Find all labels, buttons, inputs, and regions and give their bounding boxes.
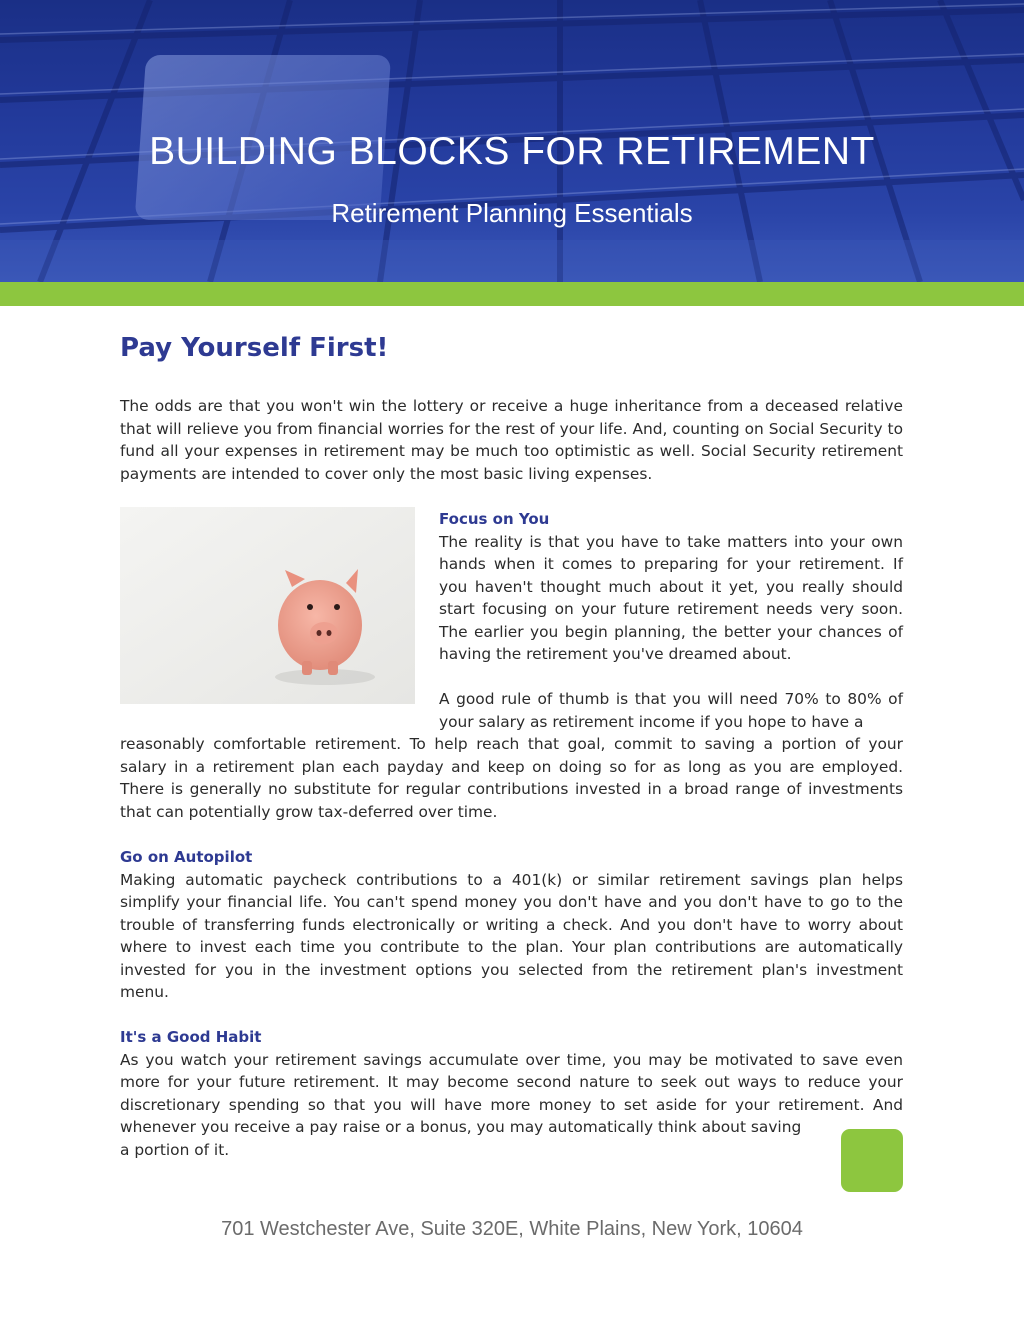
article-heading: Pay Yourself First! [120, 333, 389, 363]
good-habit-section [120, 1026, 903, 1139]
autopilot-heading: Go on Autopilot [120, 848, 253, 866]
autopilot-text: Making automatic paycheck contributions to a 401(k) or similar retirement savings plan helps simplify your financial life. You can't spend money you don't have and you don't have to go to the trouble of transferring funds electronically or writing a check. And you don't have to worry about where to invest each time you contribute to the plan. Your plan contributions are automatically invested for you in the investment options you selected from the retirement plan's investment menu. [120, 870, 903, 1001]
piggy-bank-image [120, 507, 415, 704]
rule-of-thumb-intro: A good rule of thumb is that you will need 70% to 80% of your salary as retirement income if you hope to have a [439, 690, 903, 731]
rule-of-thumb-text: reasonably comfortable retirement. To help reach that goal, commit to saving a portion of your salary in a retirement plan each payday and keep on doing so for as long as you are employed. There is generally no substitute for regular contributions invested in a broad range of investments that can potentially grow tax-deferred over time. [120, 735, 903, 821]
focus-on-you-text: The reality is that you have to take matters into your own hands when it comes to preparing for your retirement. If you haven't thought much about it yet, you really should start focusing on your future retirement needs very soon. The earlier you begin planning, the better your chances of having the retirement you've dreamed about. [439, 532, 903, 663]
autopilot-section [120, 846, 903, 1004]
good-habit-last-line: a portion of it. [120, 1141, 230, 1159]
green-divider-bar [0, 282, 1024, 306]
banner-title: BUILDING BLOCKS FOR RETIREMENT [149, 130, 875, 173]
good-habit-text: As you watch your retirement savings accumulate over time, you may be motivated to save even more for your future retirement. It may become second nature to seek out ways to reduce your discretionary spending so that you will have more money to set aside for your retirement. And whenever you receive a pay raise or a bonus, you may automatically think about saving [120, 1050, 903, 1136]
focus-on-you-heading: Focus on You [439, 510, 550, 528]
good-habit-heading: It's a Good Habit [120, 1028, 262, 1046]
decorative-green-square [841, 1129, 903, 1192]
banner-subtitle: Retirement Planning Essentials [331, 198, 693, 228]
header-banner [0, 0, 1024, 282]
footer-address: 701 Westchester Ave, Suite 320E, White Plains, New York, 10604 [221, 1218, 803, 1240]
focus-on-you-section [439, 508, 903, 666]
intro-paragraph: The odds are that you won't win the lottery or receive a huge inheritance from a deceased relative that will relieve you from financial worries for the rest of your life. And, counting on Social Security to fund all your expenses in retirement may be much too optimistic as well. Social Security retirement payments are intended to cover only the most basic living expenses. [120, 397, 903, 483]
